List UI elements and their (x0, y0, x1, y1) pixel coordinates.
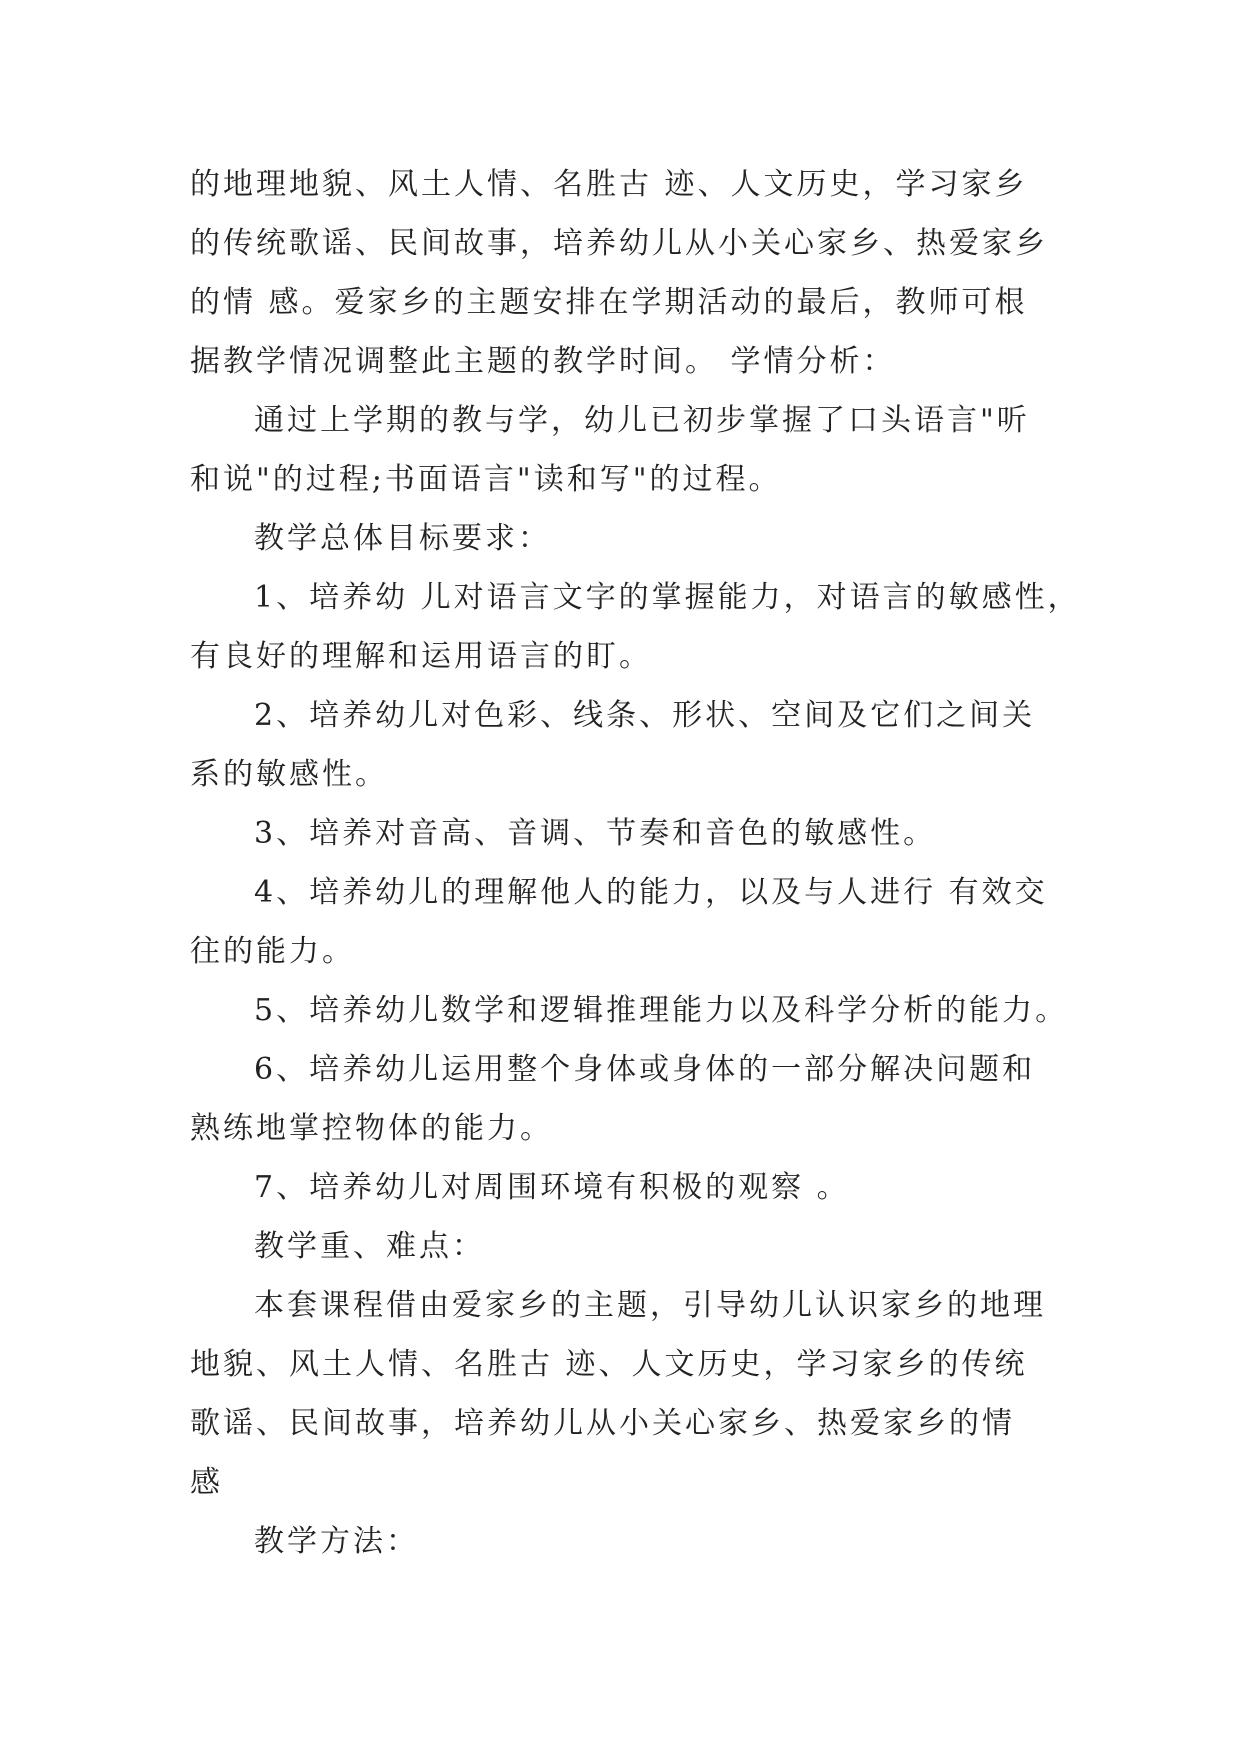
text-line: 通过上学期的教与学，幼儿已初步掌握了口头语言"听 (254, 403, 1030, 438)
text-line: 熟练地掌控物体的能力。 (190, 1111, 553, 1146)
text-line: 感 (190, 1465, 223, 1500)
goal-item-4 (190, 863, 1070, 981)
text-line: 地貌、风土人情、名胜古 迹、人文历史，学习家乡的传统 (190, 1347, 1028, 1382)
goal-item-6 (190, 1040, 1070, 1158)
text-line: 教学重、难点： (254, 1229, 485, 1264)
text-line: 4、培养幼儿的理解他人的能力，以及与人进行 有效交 (254, 875, 1048, 910)
heading-overall-goals (190, 509, 1070, 568)
paragraph-learning-analysis (190, 391, 1070, 509)
text-line: 5、培养幼儿数学和逻辑推理能力以及科学分析的能力。 (254, 993, 1069, 1028)
text-line: 7、培养幼儿对周围环境有积极的观察 。 (254, 1170, 850, 1205)
heading-key-difficult-points (190, 1217, 1070, 1276)
text-line: 3、培养对音高、音调、节奏和音色的敏感性。 (254, 816, 937, 851)
text-line: 的地理地貌、风土人情、名胜古 迹、人文历史，学习家乡 (190, 167, 1028, 202)
text-line: 的传统歌谣、民间故事，培养幼儿从小关心家乡、热爱家乡 (190, 226, 1048, 261)
text-line: 有良好的理解和运用语言的盯。 (190, 639, 652, 674)
text-line: 的情 感。爱家乡的主题安排在学期活动的最后，教师可根 (190, 285, 1028, 320)
goal-item-1 (190, 568, 1081, 686)
text-line: 本套课程借由爱家乡的主题，引导幼儿认识家乡的地理 (254, 1288, 1046, 1323)
text-line: 歌谣、民间故事，培养幼儿从小关心家乡、热爱家乡的情 (190, 1406, 1015, 1441)
text-line: 2、培养幼儿对色彩、线条、形状、空间及它们之间关 (254, 698, 1036, 733)
text-line: 据教学情况调整此主题的教学时间。 学情分析： (190, 344, 896, 379)
goal-item-3 (190, 804, 1070, 863)
heading-teaching-methods (190, 1512, 1070, 1571)
goal-item-7 (190, 1158, 1070, 1217)
goal-item-2 (190, 686, 1070, 804)
paragraph-intro-continued (190, 155, 1070, 391)
document-body (190, 155, 1081, 1571)
text-line: 教学方法： (254, 1524, 419, 1559)
text-line: 1、培养幼 儿对语言文字的掌握能力，对语言的敏感性， (254, 580, 1081, 615)
text-line: 和说"的过程;书面语言"读和写"的过程。 (190, 462, 782, 497)
text-line: 系的敏感性。 (190, 757, 388, 792)
goal-item-5 (190, 981, 1070, 1040)
text-line: 6、培养幼儿运用整个身体或身体的一部分解决问题和 (254, 1052, 1036, 1087)
text-line: 往的能力。 (190, 934, 355, 969)
text-line: 教学总体目标要求： (254, 521, 551, 556)
paragraph-key-points (190, 1276, 1070, 1512)
